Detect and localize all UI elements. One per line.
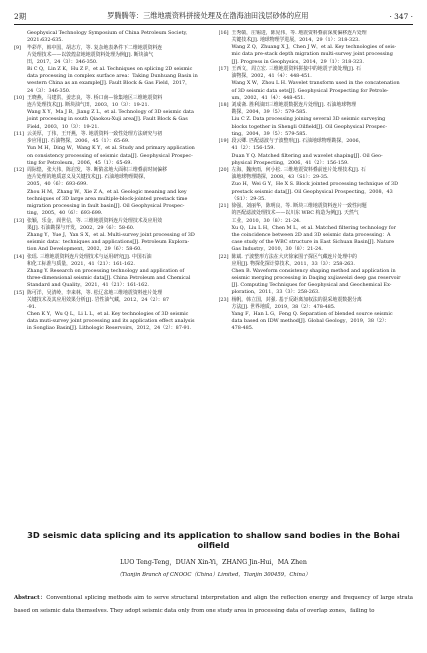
reference-line: Duan Y Q. Matched filtering and wavelet shaping[J]. Oil Geo- xyxy=(231,152,383,159)
running-title: 罗腾腾等：三维地震资料拼接处理及在渤海油田浅层砂体的应用 xyxy=(107,11,309,20)
reference-text xyxy=(232,102,414,138)
references-right-column xyxy=(219,30,414,520)
reference-line: 周际煌，张大伟，陈启发，等. 断陷盆地大面积三维叠前时间偏移 xyxy=(27,167,168,174)
reference-text xyxy=(232,66,414,102)
reference-text xyxy=(27,30,209,44)
reference-text xyxy=(27,95,209,131)
reference-line: of 3D seismic data sets[J]. Geophysical Prospecting for Petrole- xyxy=(231,87,389,94)
reference-item xyxy=(14,45,209,95)
reference-item xyxy=(14,131,209,167)
abstract-label: Abstract： xyxy=(14,595,47,601)
reference-line: Zhang Y. Research on processing technology and application of xyxy=(27,267,185,274)
reference-text xyxy=(232,254,414,297)
reference-line: on consistency processing of seismic data[J]. Geophysical Prospec- xyxy=(27,152,193,159)
reference-line: mic data pre-stack depth migration multi-survey joint processing xyxy=(231,51,393,58)
reference-number: [16] xyxy=(218,30,229,36)
reference-line: Wang Z Q，Zhuang X J，Chen J W，et al. Key technologies of seis- xyxy=(231,44,397,51)
reference-text xyxy=(27,218,209,254)
reference-line: prestack seismic data[J]. Oil Geophysical Prospecting，2008，43 xyxy=(231,188,393,195)
reference-line: （S1）：29-35. xyxy=(231,195,266,202)
reference-item xyxy=(14,218,209,254)
reference-line: Yang F，Han L G，Feng Q. Separation of blended source seismic xyxy=(231,311,393,318)
reference-item xyxy=(14,254,209,290)
reference-line: 王秀赣，庄锡进，陈见伟，等. 地震资料叠前深度偏移连片处理 xyxy=(231,30,367,36)
reference-text xyxy=(27,45,209,95)
reference-line: in Songliao Basin[J]. Lithologic Reservoirs，2012，24（2）：87-91. xyxy=(27,325,192,332)
reference-line: 关键技术及其应用效果分析[J]. 岩性油气藏，2012，24（2）：87 xyxy=(27,296,170,303)
reference-line: 张颖，乐金，阎世信，等. 三维地震资料连片处理技术及应用效 xyxy=(27,217,163,224)
reference-item xyxy=(219,138,414,167)
english-title: 3D seismic data splicing and its application to shallow sand bodies in the Bohai oilfield xyxy=(27,530,400,550)
reference-line: 田，2017，24（3）：346-350. xyxy=(27,58,98,65)
reference-number: [13] xyxy=(14,217,25,224)
reference-line: physical Prospecting，2006，41（2）：156-159. xyxy=(231,159,349,166)
reference-line: Zuo H，Wei G Y，He X S. Block jointed processing technique of 3D xyxy=(231,181,399,188)
reference-number: [17] xyxy=(218,66,229,73)
reference-item xyxy=(219,254,414,297)
reference-line: 陈可洋，吴清岭，李来林，等. 松辽盆地三维地震资料连片处理 xyxy=(27,289,163,296)
abstract-text: Conventional splicing methods aim to serve structural interpretation and align the reflection energy and frequency of large strata based on seismic data themselves. They adopt seismic data only from one study area in processing data of overlap zones，failing to xyxy=(14,595,413,614)
reference-line: tion And Development，2002，29（6）：58-60. xyxy=(27,246,142,253)
header-rule xyxy=(14,24,413,25)
reference-line: 张瑶. 三维地震资料连片处理技术与运用研究[J]. 中国石油 xyxy=(27,253,152,260)
reference-text xyxy=(27,131,209,167)
reference-line: 油地球物理勘探，2008，43（S1）：29-35. xyxy=(231,174,329,181)
reference-line: Yun M H，Ding W，Wang K Y，et al. Study and primary application xyxy=(27,145,195,152)
reference-line: data processing in complex surface area：Taking Dunhuang Basin in xyxy=(27,73,198,80)
english-authors: LUO Teng-Teng，DUAN Xin-Yi，ZHANG Jin-Hui，MA Zhen xyxy=(120,559,307,566)
reference-item xyxy=(219,30,414,66)
reference-line: 2005，40（6）：693-699. xyxy=(27,181,88,188)
reference-line: 的匹配滤波处理技术——以川东 WBC 构造为例[J]. 天然气 xyxy=(231,210,359,217)
reference-line: 王西文，周立宏. 三维地震资料拼接中的地震子波处理[J]. 石 xyxy=(231,66,361,73)
reference-line: 24（3）：346-350. xyxy=(27,87,71,94)
reference-line: 和化工标准与质量，2021，41（21）：161-162. xyxy=(27,260,135,267)
reference-line: 云美厚，丁伟，王开燕，等. 地震资料一致性处理方法研究与初 xyxy=(27,131,163,138)
reference-line: migration processing in fault basin[J]. Oil Geophysical Prospec- xyxy=(27,202,185,209)
reference-line: Standard and Quality，2021，41（21）：161-162. xyxy=(27,282,149,289)
reference-line: three-dimensional seismic data[J]. China Petroleum and Chemical xyxy=(27,275,191,282)
reference-line: joint processing in south Qiaokou-Xuji area[J]. Fault Block & Gas xyxy=(27,116,188,123)
reference-line: 工业，2010，30（8）：21-24. xyxy=(231,217,301,224)
reference-line: techniques of 3D large area multiple-block-jointed prestack time xyxy=(27,195,188,202)
reference-line: data based on IDW method[J]. Global Geology，2019，38（2）： xyxy=(231,318,390,325)
reference-text xyxy=(27,167,209,217)
reference-line: 陈斌. 子波整形方法在大庆徐家围子探区气藏连片处理中的 xyxy=(231,253,357,260)
reference-number: [23] xyxy=(218,296,229,303)
reference-number: [12] xyxy=(14,167,25,174)
reference-line: ting，2004，39（5）：579-585. xyxy=(231,130,307,137)
reference-number: [19] xyxy=(218,138,229,145)
reference-line: western China as an example[J]. Fault Block & Gas Field，2017， xyxy=(27,80,190,87)
references-section xyxy=(14,30,413,520)
reference-item xyxy=(14,167,209,217)
reference-item xyxy=(219,297,414,333)
reference-line: 步应用[J]. 石油物探，2006，45（1）：65-69. xyxy=(27,138,130,145)
reference-line: 徐强，刘丽华，陈明良，等. 断块三维地震资料连片一致性问题 xyxy=(231,203,367,210)
reference-line: um，2002，41（4）：448-451. xyxy=(231,94,305,101)
reference-number: [15] xyxy=(14,289,25,296)
reference-line: Chen B. Waveform consistency shaping method and application in xyxy=(231,267,396,274)
reference-line: 勘探，2004，39（5）：579-585. xyxy=(231,109,307,116)
reference-line: 油物探，2002，41（4）：448-451. xyxy=(231,73,312,80)
reference-line: ting，2005，40（6）：693-699. xyxy=(27,210,103,217)
reference-text xyxy=(232,138,414,167)
reference-number: [18] xyxy=(218,102,229,109)
reference-line: seismic data：techniques and applications[J]. Petroleum Explora- xyxy=(27,239,190,246)
english-abstract xyxy=(14,592,413,618)
reference-line: 杨帆，韩立国，封强. 基于反距离加权法的混采地震数据分离 xyxy=(231,296,362,303)
reference-number: [14] xyxy=(14,253,25,260)
reference-line: ting for Petroleum，2006，45（1）：65-69. xyxy=(27,159,132,166)
reference-text xyxy=(232,203,414,253)
reference-text xyxy=(232,167,414,203)
reference-line: blocks together in Shengli Oilfield[J]. Oil Geophysical Prospec- xyxy=(231,123,388,130)
reference-line: 段云卿. 匹配滤波与子波整形[J]. 石油地球物理勘探，2006， xyxy=(231,138,364,145)
reference-number: [22] xyxy=(218,253,229,260)
reference-item xyxy=(219,203,414,253)
reference-line: 片处理技术——以敦煌盆地地震资料处理为例[J]. 断块油气 xyxy=(27,51,154,58)
reference-line: 连片处理技术[J]. 断块油气田，2003，10（3）：19-21. xyxy=(27,102,150,109)
reference-item xyxy=(14,95,209,131)
reference-number xyxy=(14,30,27,44)
reference-line: Bi C Q，Lin Z K，Hu Z F，et al. Techniques on splicing 2D seismic xyxy=(27,66,193,73)
reference-line: 应用[J]. 物探化探计算技术，2011，33（3）：258-263. xyxy=(231,260,355,267)
reference-line: seismic merging processing in Daqing xujiaweizi deep gas reservoir xyxy=(231,275,401,282)
reference-line: ploration，2011，33（3）：258-263. xyxy=(231,289,320,296)
reference-item xyxy=(219,66,414,102)
reference-line: [J]. Progress in Geophysics，2014，29（1）：318-323. xyxy=(231,58,364,65)
reference-item xyxy=(219,167,414,203)
reference-line: Chen K Y，Wu Q L，Li L L，et al. Key technologies of 3D seismic xyxy=(27,311,189,318)
reference-line: Geophysical Technology Symposium of China Petroleum Society, xyxy=(27,30,188,36)
issue-number: 2期 xyxy=(14,11,27,21)
reference-item xyxy=(219,102,414,138)
reference-text xyxy=(232,297,414,333)
reference-line: Gas Industry，2010，30（8）：21-24. xyxy=(231,246,323,253)
reference-line: Xu Q，Liu L H，Chen M L，et al. Matched filtering technology for xyxy=(231,224,396,231)
reference-number: [10] xyxy=(14,95,25,101)
reference-line: 果[J]. 石油勘探与开发，2002，29（6）：58-60. xyxy=(27,224,135,231)
reference-item xyxy=(14,290,209,333)
english-affiliation: （Tianjin Branch of CNOOC（China）Limited，Tianjin 300459，China） xyxy=(116,572,311,578)
reference-line: Zhang Y，Yue J，Yan S X，et al. Multi-survey joint processing of 3D xyxy=(27,231,195,238)
reference-line: 毕彩芹，韩中国，胡志方，等. 复杂地表条件下二维地震资料连 xyxy=(27,44,163,51)
reference-line: 刘成斋. 胜利油田三维地震数据连片处理[J]. 石油地球物理 xyxy=(231,102,356,109)
reference-item xyxy=(14,30,209,44)
reference-line: Zhou H M，Zhang W，Xie Z A，et al. Geologic meaning and key xyxy=(27,188,187,195)
reference-line: 连片处理的地质意义及关键技术[J]. 石油地球物理勘探， xyxy=(27,174,149,181)
reference-number: [11] xyxy=(14,131,25,138)
reference-line: 2021:632-635. xyxy=(27,37,63,44)
reference-line: 王晓燕，马建洪，姜忠良，等. 桥口南—徐集地区三维地震资料 xyxy=(27,95,163,101)
reference-number: [9] xyxy=(14,44,21,51)
reference-line: 41（2）：156-159. xyxy=(231,145,275,152)
reference-line: 方法[J]. 世界地质，2019，38（2）：478-485. xyxy=(231,304,336,311)
reference-line: 左海，魏庚雨，何小松. 三维地震资料叠前连片处理技术[J]. 石 xyxy=(231,167,366,174)
page-number: · 347 · xyxy=(389,11,413,21)
reference-line: 关键技术[J]. 地球物理学进展，2014，29（1）：318-323. xyxy=(231,37,360,44)
reference-number: [21] xyxy=(218,203,229,210)
reference-text xyxy=(27,290,209,333)
reference-line: case study of the WBC structure in East Sichuan Basin[J]. Nature xyxy=(231,239,395,246)
reference-text xyxy=(27,254,209,290)
reference-line: Field，2003，10（3）：19-21. xyxy=(27,123,99,130)
reference-line: [J]. Computing Techniques for Geophysical and Geochemical Ex- xyxy=(231,282,392,289)
reference-line: the coincidence between 2D and 3D seismic data processing：A xyxy=(231,231,391,238)
reference-line: Wang X Y，Ma J B，Jiang Z L，et al. Technology of 3D seismic data xyxy=(27,109,194,116)
reference-line: -91. xyxy=(27,304,37,311)
page-header xyxy=(14,9,413,23)
reference-line: data muti-survey joint processing and its application effect analysis xyxy=(27,318,195,325)
references-left-column xyxy=(14,30,209,520)
reference-number: [20] xyxy=(218,167,229,174)
reference-line: Liu C Z. Data processing joining several 3D seismic surveying xyxy=(231,116,386,123)
reference-line: Wang X W，Zhou L H. Wavelet transform used in the concatenation xyxy=(231,80,400,87)
reference-text xyxy=(232,30,414,66)
reference-line: 478-485. xyxy=(231,325,254,332)
